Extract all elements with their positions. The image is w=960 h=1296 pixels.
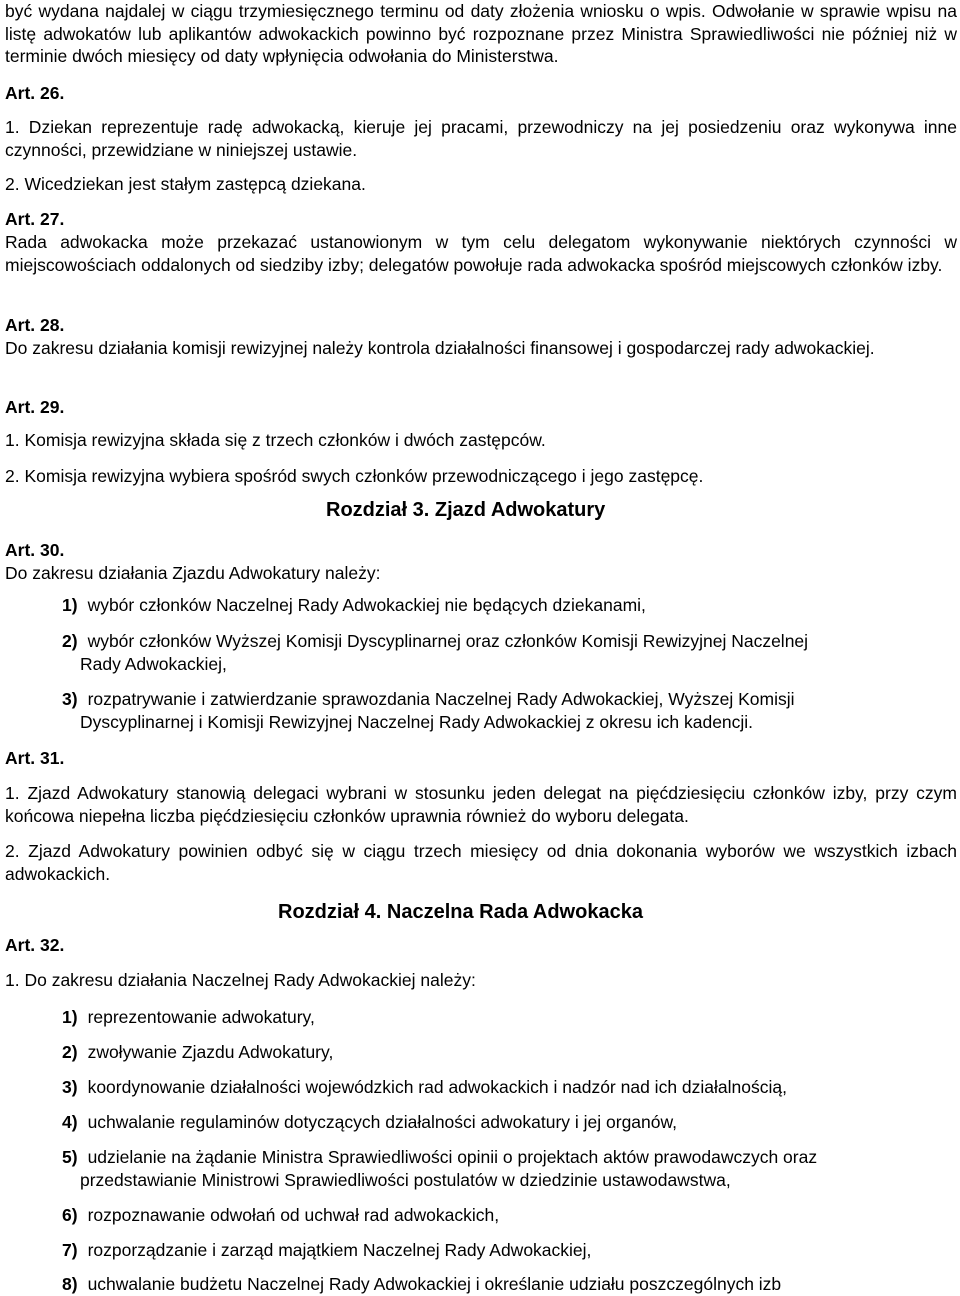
art-31-par-1: 1. Zjazd Adwokatury stanowią delegaci wybrani w stosunku jeden delegat na pięćdziesięciu członków izby, przy czym końcowa niepełna liczba pięćdziesięciu członków uprawnia również do wyboru delegata. bbox=[5, 783, 957, 826]
item-text: wybór członków Wyższej Komisji Dyscyplinarnej oraz członków Komisji Rewizyjnej Naczelnej bbox=[87, 631, 809, 651]
art-29-heading: Art. 29. bbox=[5, 397, 65, 417]
item-number: 1) bbox=[62, 595, 78, 615]
item-text-continued: przedstawianie Ministrowi Sprawiedliwości postulatów w dziedzinie ustawodawstwa, bbox=[80, 1169, 731, 1190]
art-30-item-2 bbox=[62, 630, 952, 675]
art-30-heading: Art. 30. bbox=[5, 540, 65, 560]
art-32-item-3 bbox=[62, 1076, 952, 1099]
art-31-par-2: 2. Zjazd Adwokatury powinien odbyć się w ciągu trzech miesięcy od dnia dokonania wyborów we wszystkich izbach adwokackich. bbox=[5, 841, 957, 884]
art-32-item-2 bbox=[62, 1041, 952, 1064]
art-26-par-2: 2. Wicedziekan jest stałym zastępcą dziekana. bbox=[5, 174, 366, 194]
art-32-item-5 bbox=[62, 1146, 952, 1191]
item-text: zwoływanie Zjazdu Adwokatury, bbox=[87, 1042, 334, 1062]
art-32-item-6 bbox=[62, 1204, 952, 1227]
continued-paragraph: być wydana najdalej w ciągu trzymiesięcznego terminu od daty złożenia wniosku o wpis. Odwołanie w sprawie wpisu na listę adwokatów lub aplikantów adwokackich powinno być rozpoznane przez Ministra Sprawiedliwości nie później niż w terminie dwóch miesięcy od daty wpłynięcia odwołania do Ministerstwa. bbox=[5, 1, 957, 66]
art-26-heading: Art. 26. bbox=[5, 83, 65, 103]
art-32-item-8 bbox=[62, 1273, 952, 1296]
item-number: 8) bbox=[62, 1274, 78, 1294]
art-30-item-3 bbox=[62, 688, 952, 733]
art-32-intro: 1. Do zakresu działania Naczelnej Rady Adwokackiej należy: bbox=[5, 970, 476, 990]
chapter-4-title: Rozdział 4. Naczelna Rada Adwokacka bbox=[278, 901, 643, 923]
item-number: 5) bbox=[62, 1147, 78, 1167]
art-27-heading: Art. 27. bbox=[5, 209, 65, 229]
art-29-par-2: 2. Komisja rewizyjna wybiera spośród swych członków przewodniczącego i jego zastępcę. bbox=[5, 466, 704, 486]
art-31-heading: Art. 31. bbox=[5, 748, 65, 768]
art-32-item-4 bbox=[62, 1111, 952, 1134]
item-text: uchwalanie budżetu Naczelnej Rady Adwokackiej i określanie udziału poszczególnych izb bbox=[87, 1274, 782, 1294]
art-26-par-1: 1. Dziekan reprezentuje radę adwokacką, kieruje jej pracami, przewodniczy na jej posiedzeniu oraz wykonywa inne czynności, przewidziane w niniejszej ustawie. bbox=[5, 117, 957, 160]
art-29-par-1: 1. Komisja rewizyjna składa się z trzech członków i dwóch zastępców. bbox=[5, 430, 546, 450]
item-number: 2) bbox=[62, 1042, 78, 1062]
item-number: 4) bbox=[62, 1112, 78, 1132]
item-text: rozpatrywanie i zatwierdzanie sprawozdania Naczelnej Rady Adwokackiej, Wyższej Komisji bbox=[87, 689, 795, 709]
item-number: 3) bbox=[62, 689, 78, 709]
art-32-item-7 bbox=[62, 1239, 952, 1262]
item-text: rozporządzanie i zarząd majątkiem Naczelnej Rady Adwokackiej, bbox=[87, 1240, 592, 1260]
art-32-item-1 bbox=[62, 1006, 952, 1029]
item-text: reprezentowanie adwokatury, bbox=[87, 1007, 315, 1027]
art-28-par-1: Do zakresu działania komisji rewizyjnej należy kontrola działalności finansowej i gospodarczej rady adwokackiej. bbox=[5, 338, 875, 358]
art-30-item-1 bbox=[62, 594, 952, 617]
item-text: koordynowanie działalności wojewódzkich rad adwokackich i nadzór nad ich działalnością, bbox=[87, 1077, 787, 1097]
art-30-intro: Do zakresu działania Zjazdu Adwokatury należy: bbox=[5, 563, 381, 583]
item-text-continued: Dyscyplinarnej i Komisji Rewizyjnej Naczelnej Rady Adwokackiej z okresu ich kadencji. bbox=[80, 711, 754, 732]
item-number: 6) bbox=[62, 1205, 78, 1225]
item-text: rozpoznawanie odwołań od uchwał rad adwokackich, bbox=[87, 1205, 500, 1225]
art-27-par-1: Rada adwokacka może przekazać ustanowionym w tym celu delegatom wykonywanie niektórych czynności w miejscowościach oddalonych od siedziby izby; delegatów powołuje rada adwokacka spośród miejscowych członków izby. bbox=[5, 232, 957, 275]
item-number: 7) bbox=[62, 1240, 78, 1260]
art-28-heading: Art. 28. bbox=[5, 315, 65, 335]
item-number: 2) bbox=[62, 631, 78, 651]
item-number: 1) bbox=[62, 1007, 78, 1027]
item-number: 3) bbox=[62, 1077, 78, 1097]
item-text-continued: Rady Adwokackiej, bbox=[80, 653, 227, 674]
item-text: wybór członków Naczelnej Rady Adwokackiej nie będących dziekanami, bbox=[87, 595, 646, 615]
item-text: uchwalanie regulaminów dotyczących działalności adwokatury i jej organów, bbox=[87, 1112, 678, 1132]
chapter-3-title: Rozdział 3. Zjazd Adwokatury bbox=[326, 499, 606, 521]
item-text: udzielanie na żądanie Ministra Sprawiedliwości opinii o projektach aktów prawodawczych oraz bbox=[87, 1147, 818, 1167]
art-32-heading: Art. 32. bbox=[5, 935, 65, 955]
